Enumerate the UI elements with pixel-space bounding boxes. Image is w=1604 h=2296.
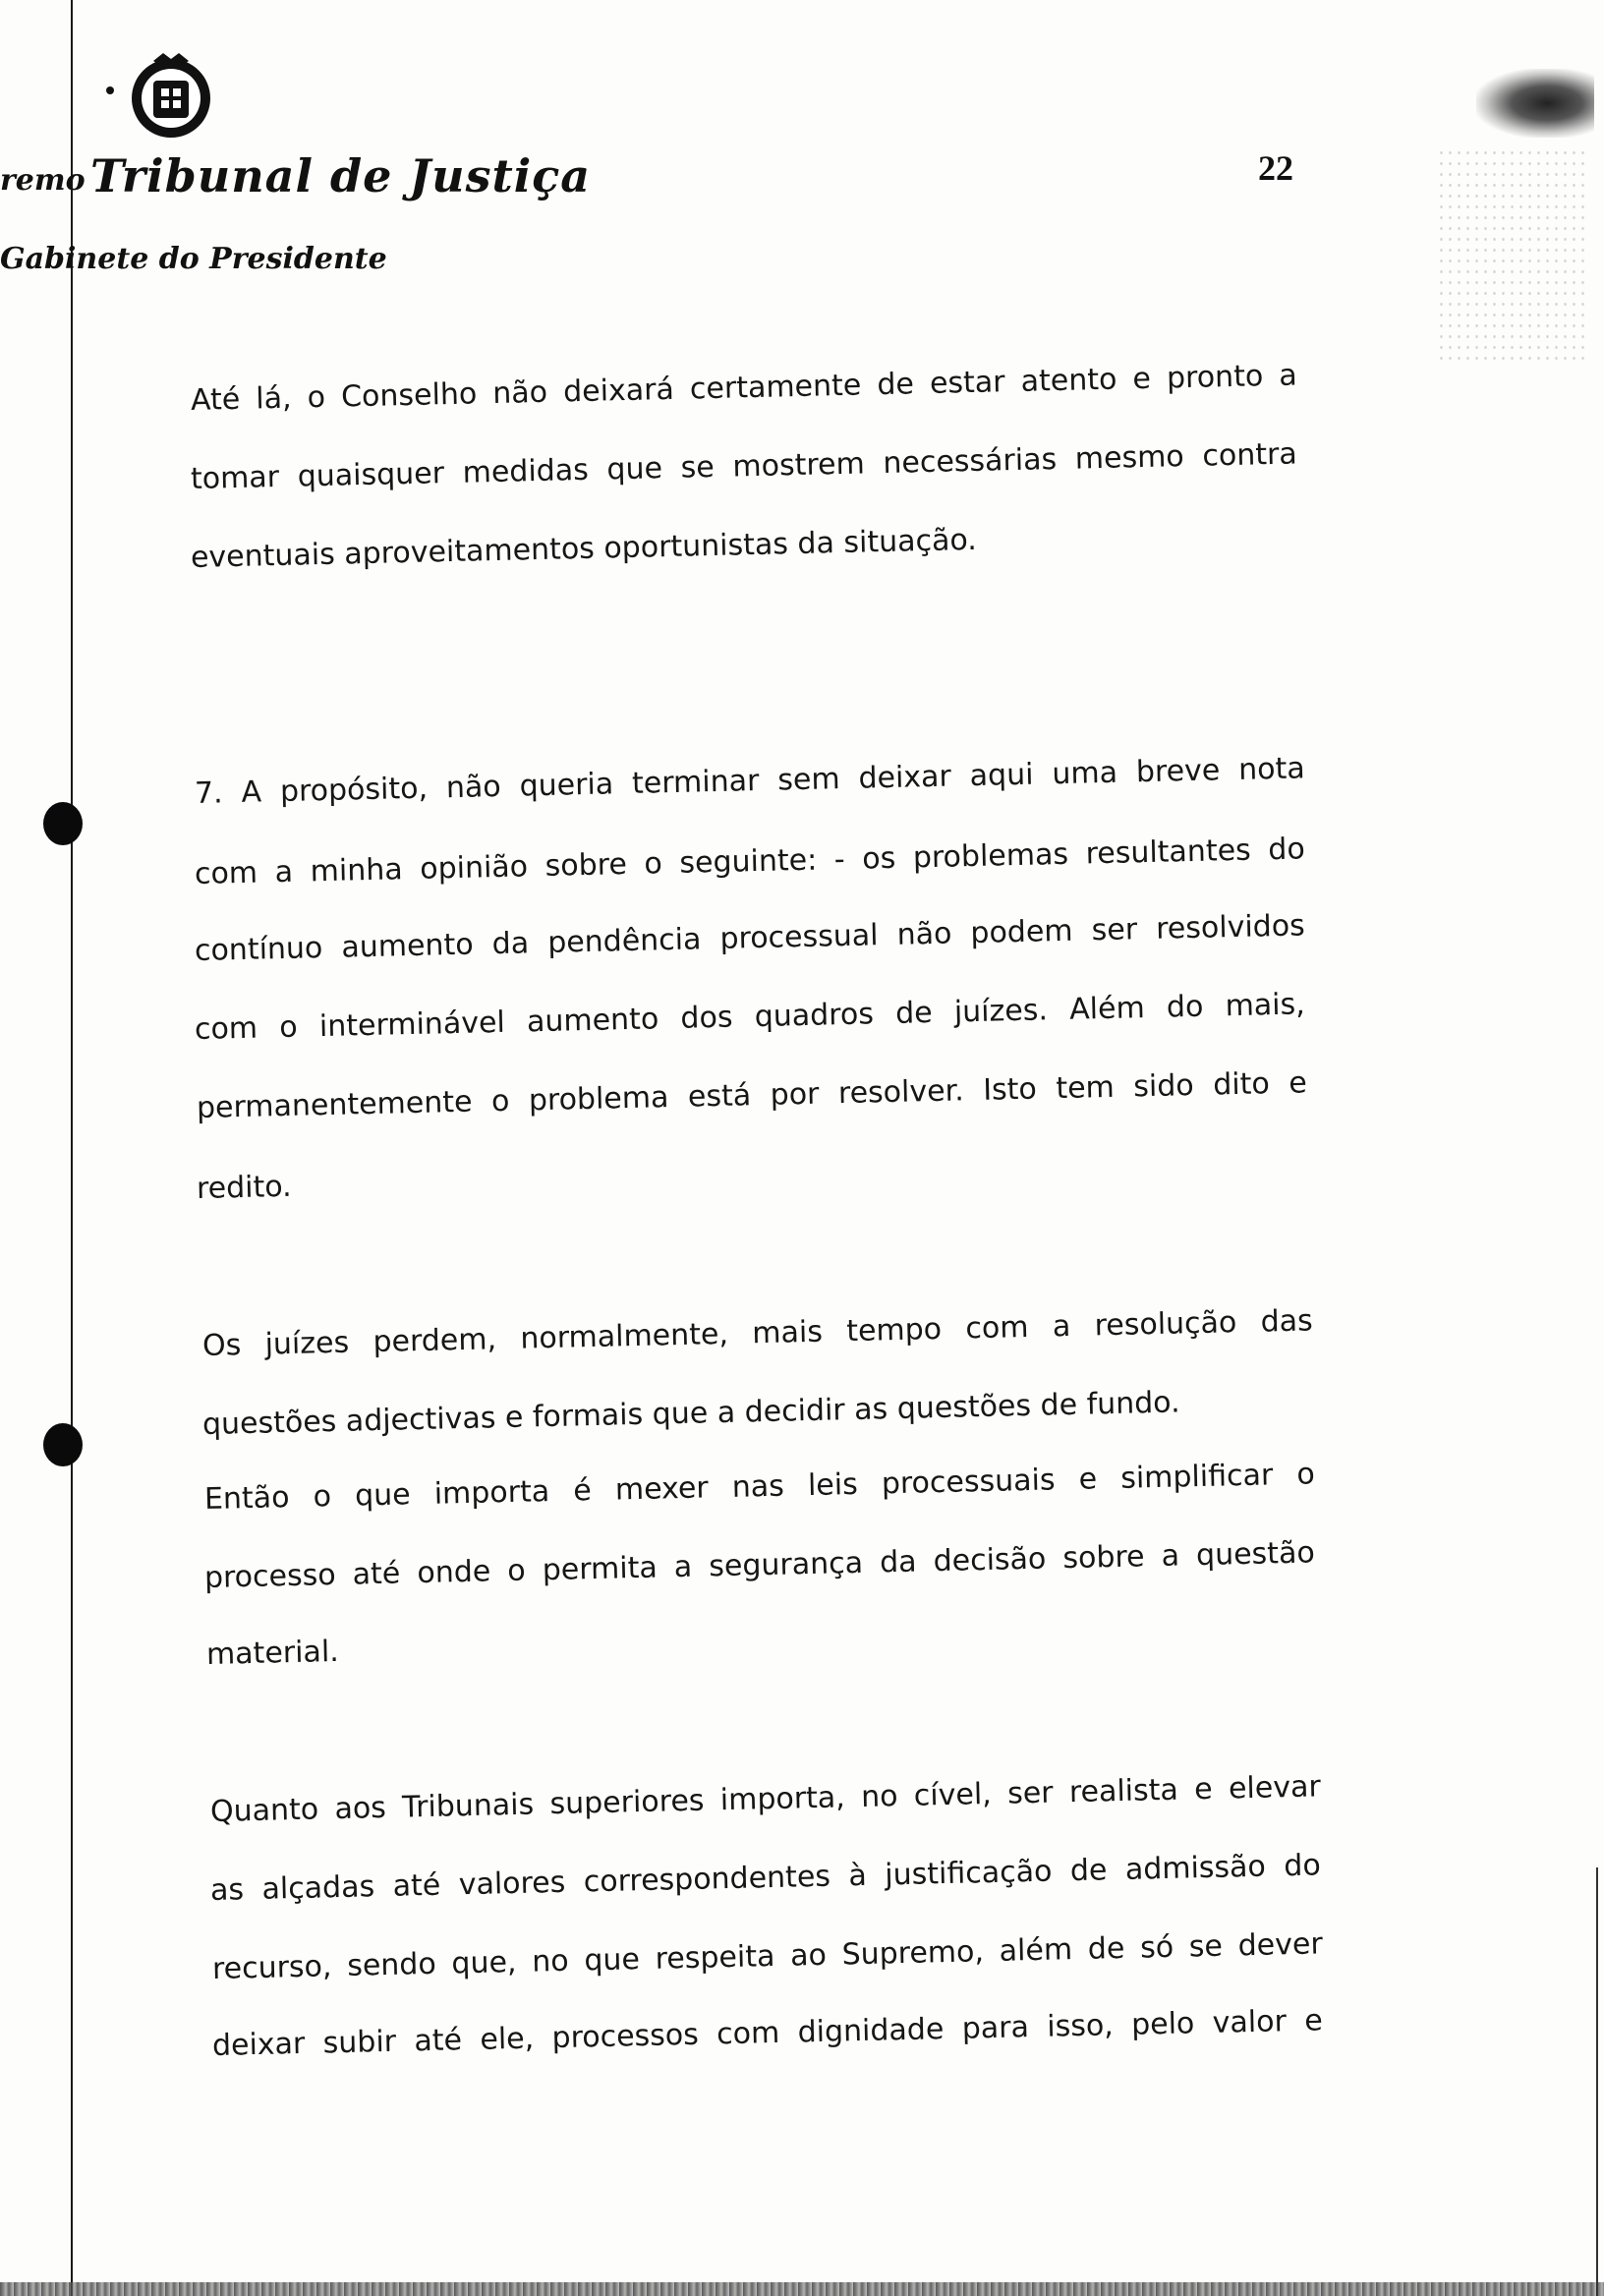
text-line: Até lá, o Conselho não deixará certamente de estar atento e pronto a — [190, 358, 1298, 418]
letterhead-subtitle: Gabinete do Presidente — [0, 242, 387, 276]
text-line: as alçadas até valores correspondentes à justificação de admissão do — [209, 1848, 1322, 1908]
text-line: 7. A propósito, não queria terminar sem deixar aqui uma breve nota — [194, 751, 1306, 811]
scan-artifact-corner — [1476, 69, 1594, 138]
text-line: com a minha opinião sobre o seguinte: - os problemas resultantes do — [194, 832, 1306, 891]
page-number: 22 — [1258, 148, 1293, 188]
text-line: questões adjectivas e formais que a decidir as questões de fundo. — [201, 1385, 1180, 1442]
text-line: permanentemente o problema está por resolver. Isto tem sido dito e — [196, 1065, 1308, 1125]
text-line: tomar quaisquer medidas que se mostrem necessárias mesmo contra — [190, 436, 1298, 496]
text-line: Os juízes perdem, normalmente, mais tempo com a resolução das — [201, 1303, 1314, 1363]
text-line: Então o que importa é mexer nas leis processuais e simplificar o — [203, 1457, 1316, 1517]
punch-hole-top — [43, 802, 83, 845]
page-edge-line — [1596, 1867, 1598, 2296]
text-line: recurso, sendo que, no que respeita ao Supremo, além de só se dever — [211, 1926, 1324, 1986]
punch-hole-bottom — [43, 1423, 83, 1466]
text-line: contínuo aumento da pendência processual não podem ser resolvidos — [194, 908, 1306, 968]
text-line: redito. — [196, 1169, 293, 1206]
text-line: material. — [205, 1634, 340, 1672]
text-line: deixar subir até ele, processos com dignidade para isso, pelo valor e — [211, 2003, 1324, 2063]
text-line: processo até onde o permita a segurança da decisão sobre a questão — [203, 1535, 1316, 1595]
scan-artifact-bottom — [0, 2282, 1604, 2296]
text-line: com o interminável aumento dos quadros de juízes. Além do mais, — [194, 987, 1306, 1047]
coat-of-arms-icon — [124, 49, 218, 144]
text-line: Quanto aos Tribunais superiores importa, no cível, ser realista e elevar — [209, 1769, 1322, 1829]
scan-speckle — [1437, 147, 1584, 364]
binding-line — [71, 0, 73, 2296]
letterhead-title: Tribunal de Justiça — [90, 149, 592, 202]
emblem-dot — [106, 86, 114, 94]
letterhead-cut-text: remo — [0, 163, 86, 198]
text-line: eventuais aproveitamentos oportunistas da situação. — [190, 522, 978, 575]
